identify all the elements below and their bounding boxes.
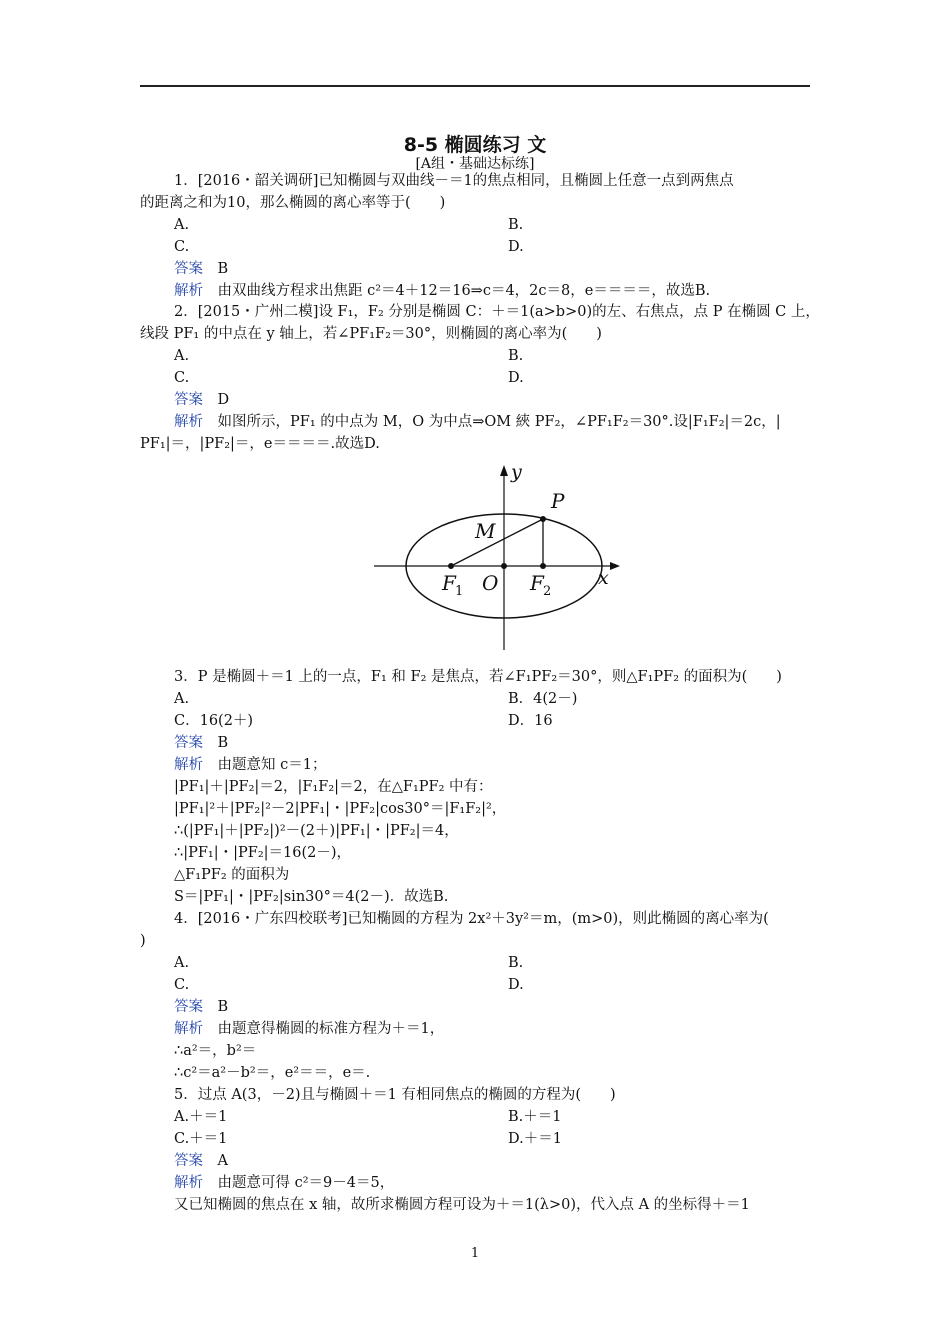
point-f1-label: F (442, 571, 456, 595)
q2-option-c: C. (174, 370, 190, 386)
q4-option-d: D. (508, 977, 524, 993)
q5-option-b: B.＋＝1 (508, 1109, 562, 1125)
q4-option-c: C. (174, 977, 190, 993)
point-m-label: M (475, 519, 496, 543)
q5-option-c: C.＋＝1 (174, 1131, 228, 1147)
q3-analysis-line: △F₁PF₂ 的面积为 (174, 867, 290, 883)
q2-option-b: B. (508, 348, 524, 364)
q4-answer (174, 998, 228, 1016)
x-axis-arrow-icon (610, 562, 620, 570)
point-f1 (448, 563, 454, 569)
q3-analysis-line: ∴(|PF₁|＋|PF₂|)²－(2＋)|PF₁|・|PF₂|＝4， (174, 823, 459, 839)
point-f2-label: F (530, 571, 544, 595)
analysis-text: 由题意知 c＝1； (217, 757, 327, 773)
q4-option-b: B. (508, 955, 524, 971)
q1-answer (174, 260, 228, 278)
q4-stem-line: ) (140, 933, 146, 949)
ellipse-figure (374, 460, 624, 655)
q3-answer (174, 734, 228, 752)
q3-analysis-line: |PF₁|＋|PF₂|＝2，|F₁F₂|＝2，在△F₁PF₂ 中有： (174, 779, 493, 795)
segment-pf1 (451, 519, 543, 566)
answer-value: B (217, 735, 229, 751)
q3-option-d: D．16 (508, 713, 553, 729)
point-f2 (540, 563, 546, 569)
analysis-label: 解析 (174, 1175, 203, 1191)
q1-stem-line: 1．[2016・韶关调研]已知椭圆与双曲线－＝1的焦点相同，且椭圆上任意一点到两焦点 (174, 173, 734, 189)
answer-value: B (217, 999, 229, 1015)
q5-stem-line: 5．过点 A(3，－2)且与椭圆＋＝1 有相同焦点的椭圆的方程为( ) (174, 1087, 616, 1103)
q5-analysis-line: 又已知椭圆的焦点在 x 轴，故所求椭圆方程可设为＋＝1(λ>0)，代入点 A 的坐标得＋＝1 (174, 1197, 750, 1213)
q2-option-d: D. (508, 370, 524, 386)
answer-label: 答案 (174, 392, 203, 408)
analysis-text: 由题意可得 c²＝9－4＝5， (217, 1175, 395, 1191)
x-axis-label: x (598, 567, 609, 589)
answer-value: B (217, 261, 229, 277)
point-f1-subscript: 1 (455, 584, 464, 599)
q3-stem-line: 3．P 是椭圆＋＝1 上的一点，F₁ 和 F₂ 是焦点，若∠F₁PF₂＝30°，则△F₁PF₂ 的面积为( ) (174, 669, 782, 685)
analysis-label: 解析 (174, 283, 203, 299)
q3-analysis-line: |PF₁|²＋|PF₂|²－2|PF₁|・|PF₂|cos30°＝|F₁F₂|²， (174, 801, 507, 817)
page-number: 1 (470, 1246, 480, 1261)
q3-option-c: C．16(2＋) (174, 713, 254, 729)
q3-option-b: B．4(2－) (508, 691, 578, 707)
q2-stem-line: 2．[2015・广州二模]设 F₁，F₂ 分别是椭圆 C：＋＝1(a>b>0)的左、右焦点，点 P 在椭圆 C 上， (174, 304, 820, 320)
point-p-label: P (551, 489, 565, 513)
q1-option-c: C. (174, 239, 190, 255)
q1-option-d: D. (508, 239, 524, 255)
q2-answer (174, 391, 229, 409)
q3-analysis-line: ∴|PF₁|・|PF₂|＝16(2－)， (174, 845, 352, 861)
analysis-text: 由双曲线方程求出焦距 c²＝4＋12＝16⇒c＝4，2c＝8，e＝＝＝＝，故选B. (217, 283, 711, 299)
q4-analysis-line: ∴c²＝a²－b²＝，e²＝＝，e＝. (174, 1065, 371, 1081)
answer-label: 答案 (174, 1153, 203, 1169)
q2-stem-line: 线段 PF₁ 的中点在 y 轴上，若∠PF₁F₂＝30°，则椭圆的离心率为( ) (140, 326, 602, 342)
q3-option-a: A. (174, 691, 190, 707)
y-axis-arrow-icon (500, 465, 508, 476)
q5-answer (174, 1152, 228, 1170)
answer-label: 答案 (174, 735, 203, 751)
point-o-label: O (482, 571, 499, 595)
answer-label: 答案 (174, 261, 203, 277)
q2-analysis-line: PF₁|＝，|PF₂|＝，e＝＝＝＝.故选D. (140, 436, 380, 452)
analysis-label: 解析 (174, 414, 203, 430)
q1-option-a: A. (174, 217, 190, 233)
section-subtitle: [A组・基础达标练] (415, 156, 535, 172)
q4-option-a: A. (174, 955, 190, 971)
answer-value: A (217, 1153, 228, 1169)
q4-analysis (174, 1020, 444, 1038)
q5-option-a: A.＋＝1 (174, 1109, 228, 1125)
q1-stem-line: 的距离之和为10，那么椭圆的离心率等于( ) (140, 195, 446, 211)
q3-analysis-line: S＝|PF₁|・|PF₂|sin30°＝4(2－)．故选B. (174, 889, 449, 905)
q1-analysis (174, 282, 710, 300)
q1-option-b: B. (508, 217, 524, 233)
q2-option-a: A. (174, 348, 190, 364)
q5-analysis (174, 1174, 394, 1192)
point-o (501, 563, 507, 569)
answer-label: 答案 (174, 999, 203, 1015)
point-p (540, 516, 546, 522)
page-title: 8-5 椭圆练习 文 (403, 134, 547, 156)
q4-analysis-line: ∴a²＝，b²＝ (174, 1043, 257, 1059)
y-axis-label: y (511, 461, 522, 483)
analysis-label: 解析 (174, 757, 203, 773)
q5-option-d: D.＋＝1 (508, 1131, 562, 1147)
answer-value: D (217, 392, 230, 408)
header-rule (140, 85, 810, 87)
analysis-text: 由题意得椭圆的标准方程为＋＝1， (217, 1021, 445, 1037)
analysis-label: 解析 (174, 1021, 203, 1037)
q4-stem-line: 4．[2016・广东四校联考]已知椭圆的方程为 2x²＋3y²＝m，(m>0)，则此椭圆的离心率为( (174, 911, 769, 927)
q2-analysis (174, 413, 781, 431)
analysis-text: 如图所示，PF₁ 的中点为 M，O 为中点⇒OM 綊 PF₂，∠PF₁F₂＝30°.设|F₁F₂|＝2c，| (217, 414, 781, 430)
point-f2-subscript: 2 (543, 584, 552, 599)
q3-analysis (174, 756, 326, 774)
